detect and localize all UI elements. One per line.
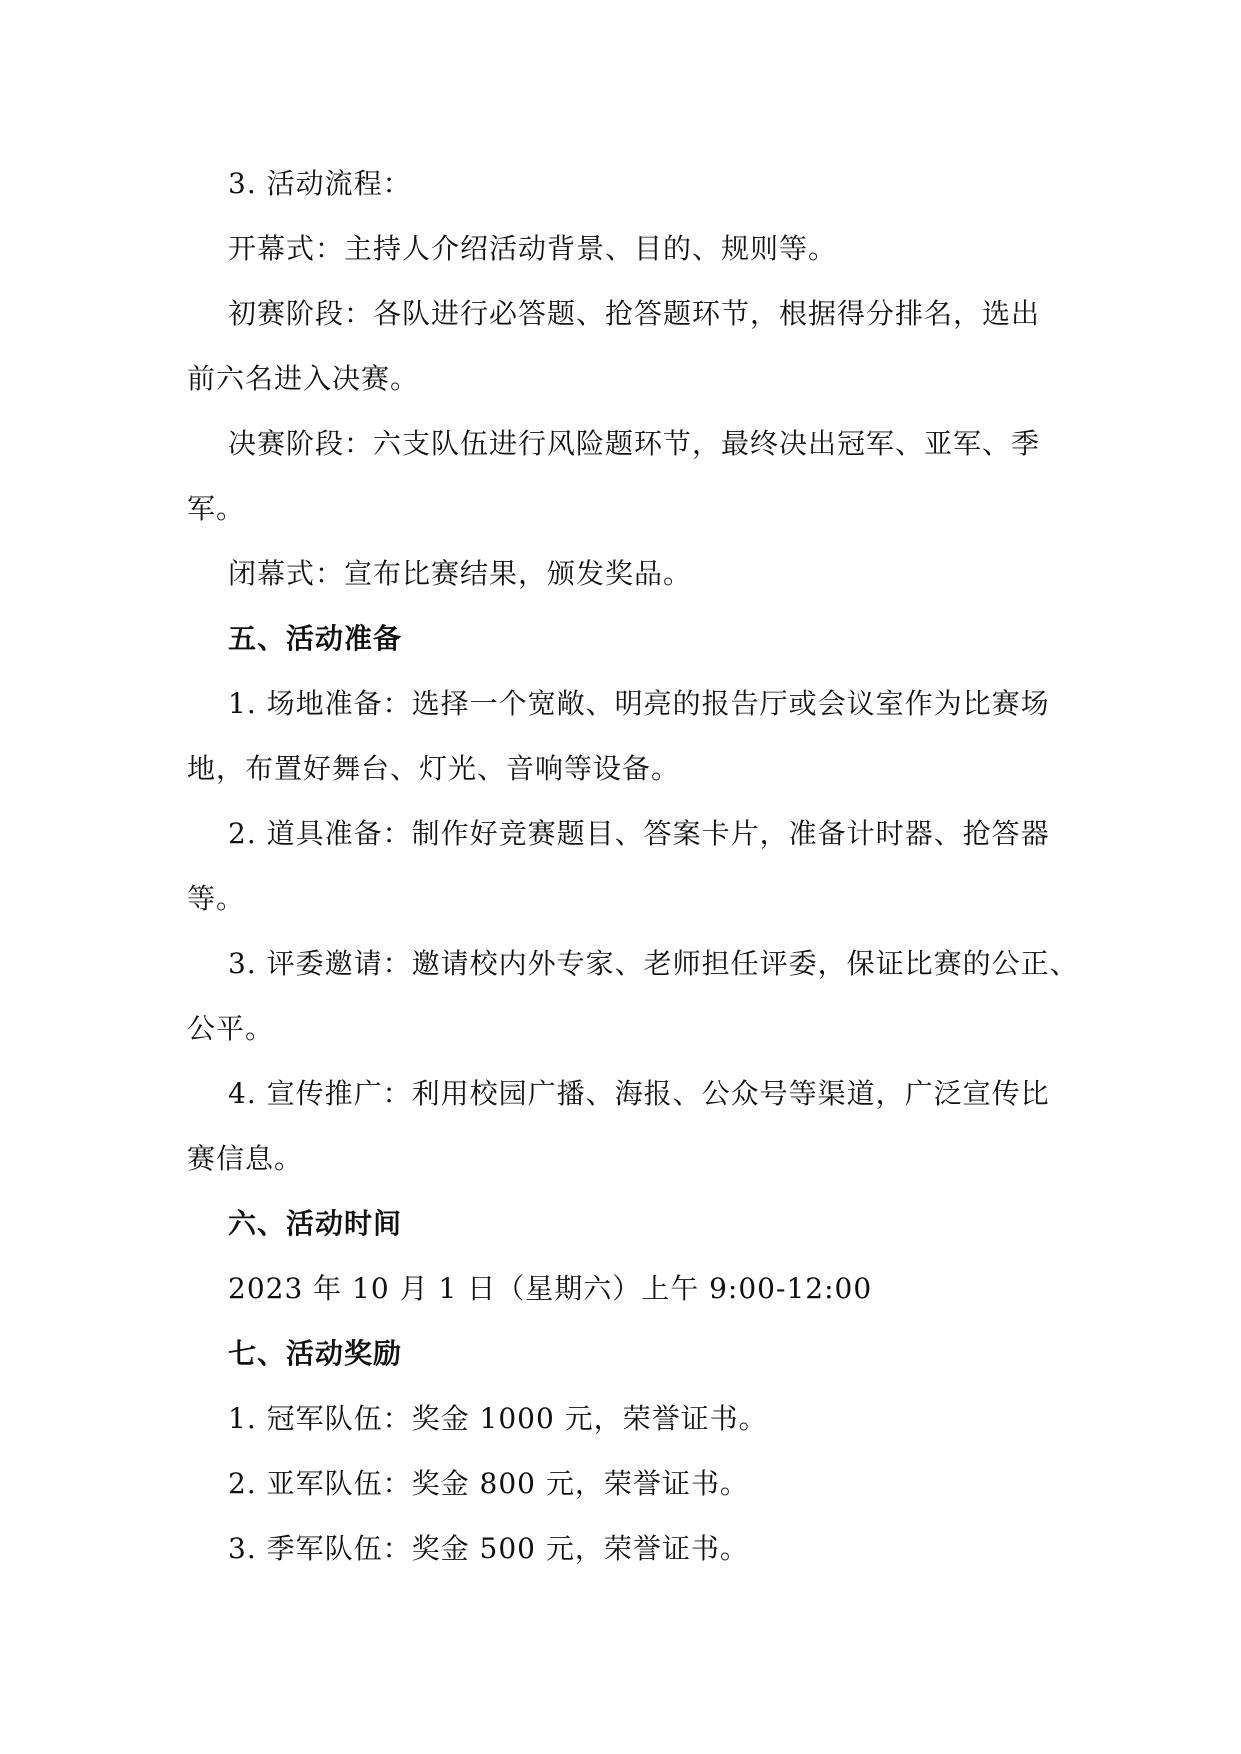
award-champion-line: 1. 冠军队伍：奖金 1000 元，荣誉证书。 xyxy=(228,1402,768,1435)
event-time-line: 2023 年 10 月 1 日（星期六）上午 9:00-12:00 xyxy=(228,1272,873,1305)
closing-ceremony-line: 闭幕式：宣布比赛结果，颁发奖品。 xyxy=(228,557,693,590)
section-heading-time: 六、活动时间 xyxy=(228,1207,403,1240)
props-prep-line-2: 等。 xyxy=(187,882,246,915)
props-prep-line-1: 2. 道具准备：制作好竞赛题目、答案卡片，准备计时器、抢答器 xyxy=(228,817,1050,850)
judges-line-2: 公平。 xyxy=(187,1012,275,1045)
award-third-place-line: 3. 季军队伍：奖金 500 元，荣誉证书。 xyxy=(228,1532,749,1565)
section-heading-preparation: 五、活动准备 xyxy=(228,622,403,655)
promotion-line-2: 赛信息。 xyxy=(187,1142,304,1175)
final-round-line-2: 军。 xyxy=(187,492,246,525)
section-heading-awards: 七、活动奖励 xyxy=(228,1337,403,1370)
promotion-line-1: 4. 宣传推广：利用校园广播、海报、公众号等渠道，广泛宣传比 xyxy=(228,1077,1050,1110)
venue-prep-line-1: 1. 场地准备：选择一个宽敞、明亮的报告厅或会议室作为比赛场 xyxy=(228,687,1050,720)
preliminary-round-line-2: 前六名进入决赛。 xyxy=(187,362,420,395)
final-round-line-1: 决赛阶段：六支队伍进行风险题环节，最终决出冠军、亚军、季 xyxy=(228,427,1041,460)
venue-prep-line-2: 地，布置好舞台、灯光、音响等设备。 xyxy=(187,752,681,785)
award-runner-up-line: 2. 亚军队伍：奖金 800 元，荣誉证书。 xyxy=(228,1467,749,1500)
judges-line-1: 3. 评委邀请：邀请校内外专家、老师担任评委，保证比赛的公正、 xyxy=(228,947,1079,980)
flow-subheading: 3. 活动流程： xyxy=(228,167,412,200)
preliminary-round-line-1: 初赛阶段：各队进行必答题、抢答题环节，根据得分排名，选出 xyxy=(228,297,1041,330)
opening-ceremony-line: 开幕式：主持人介绍活动背景、目的、规则等。 xyxy=(228,232,838,265)
